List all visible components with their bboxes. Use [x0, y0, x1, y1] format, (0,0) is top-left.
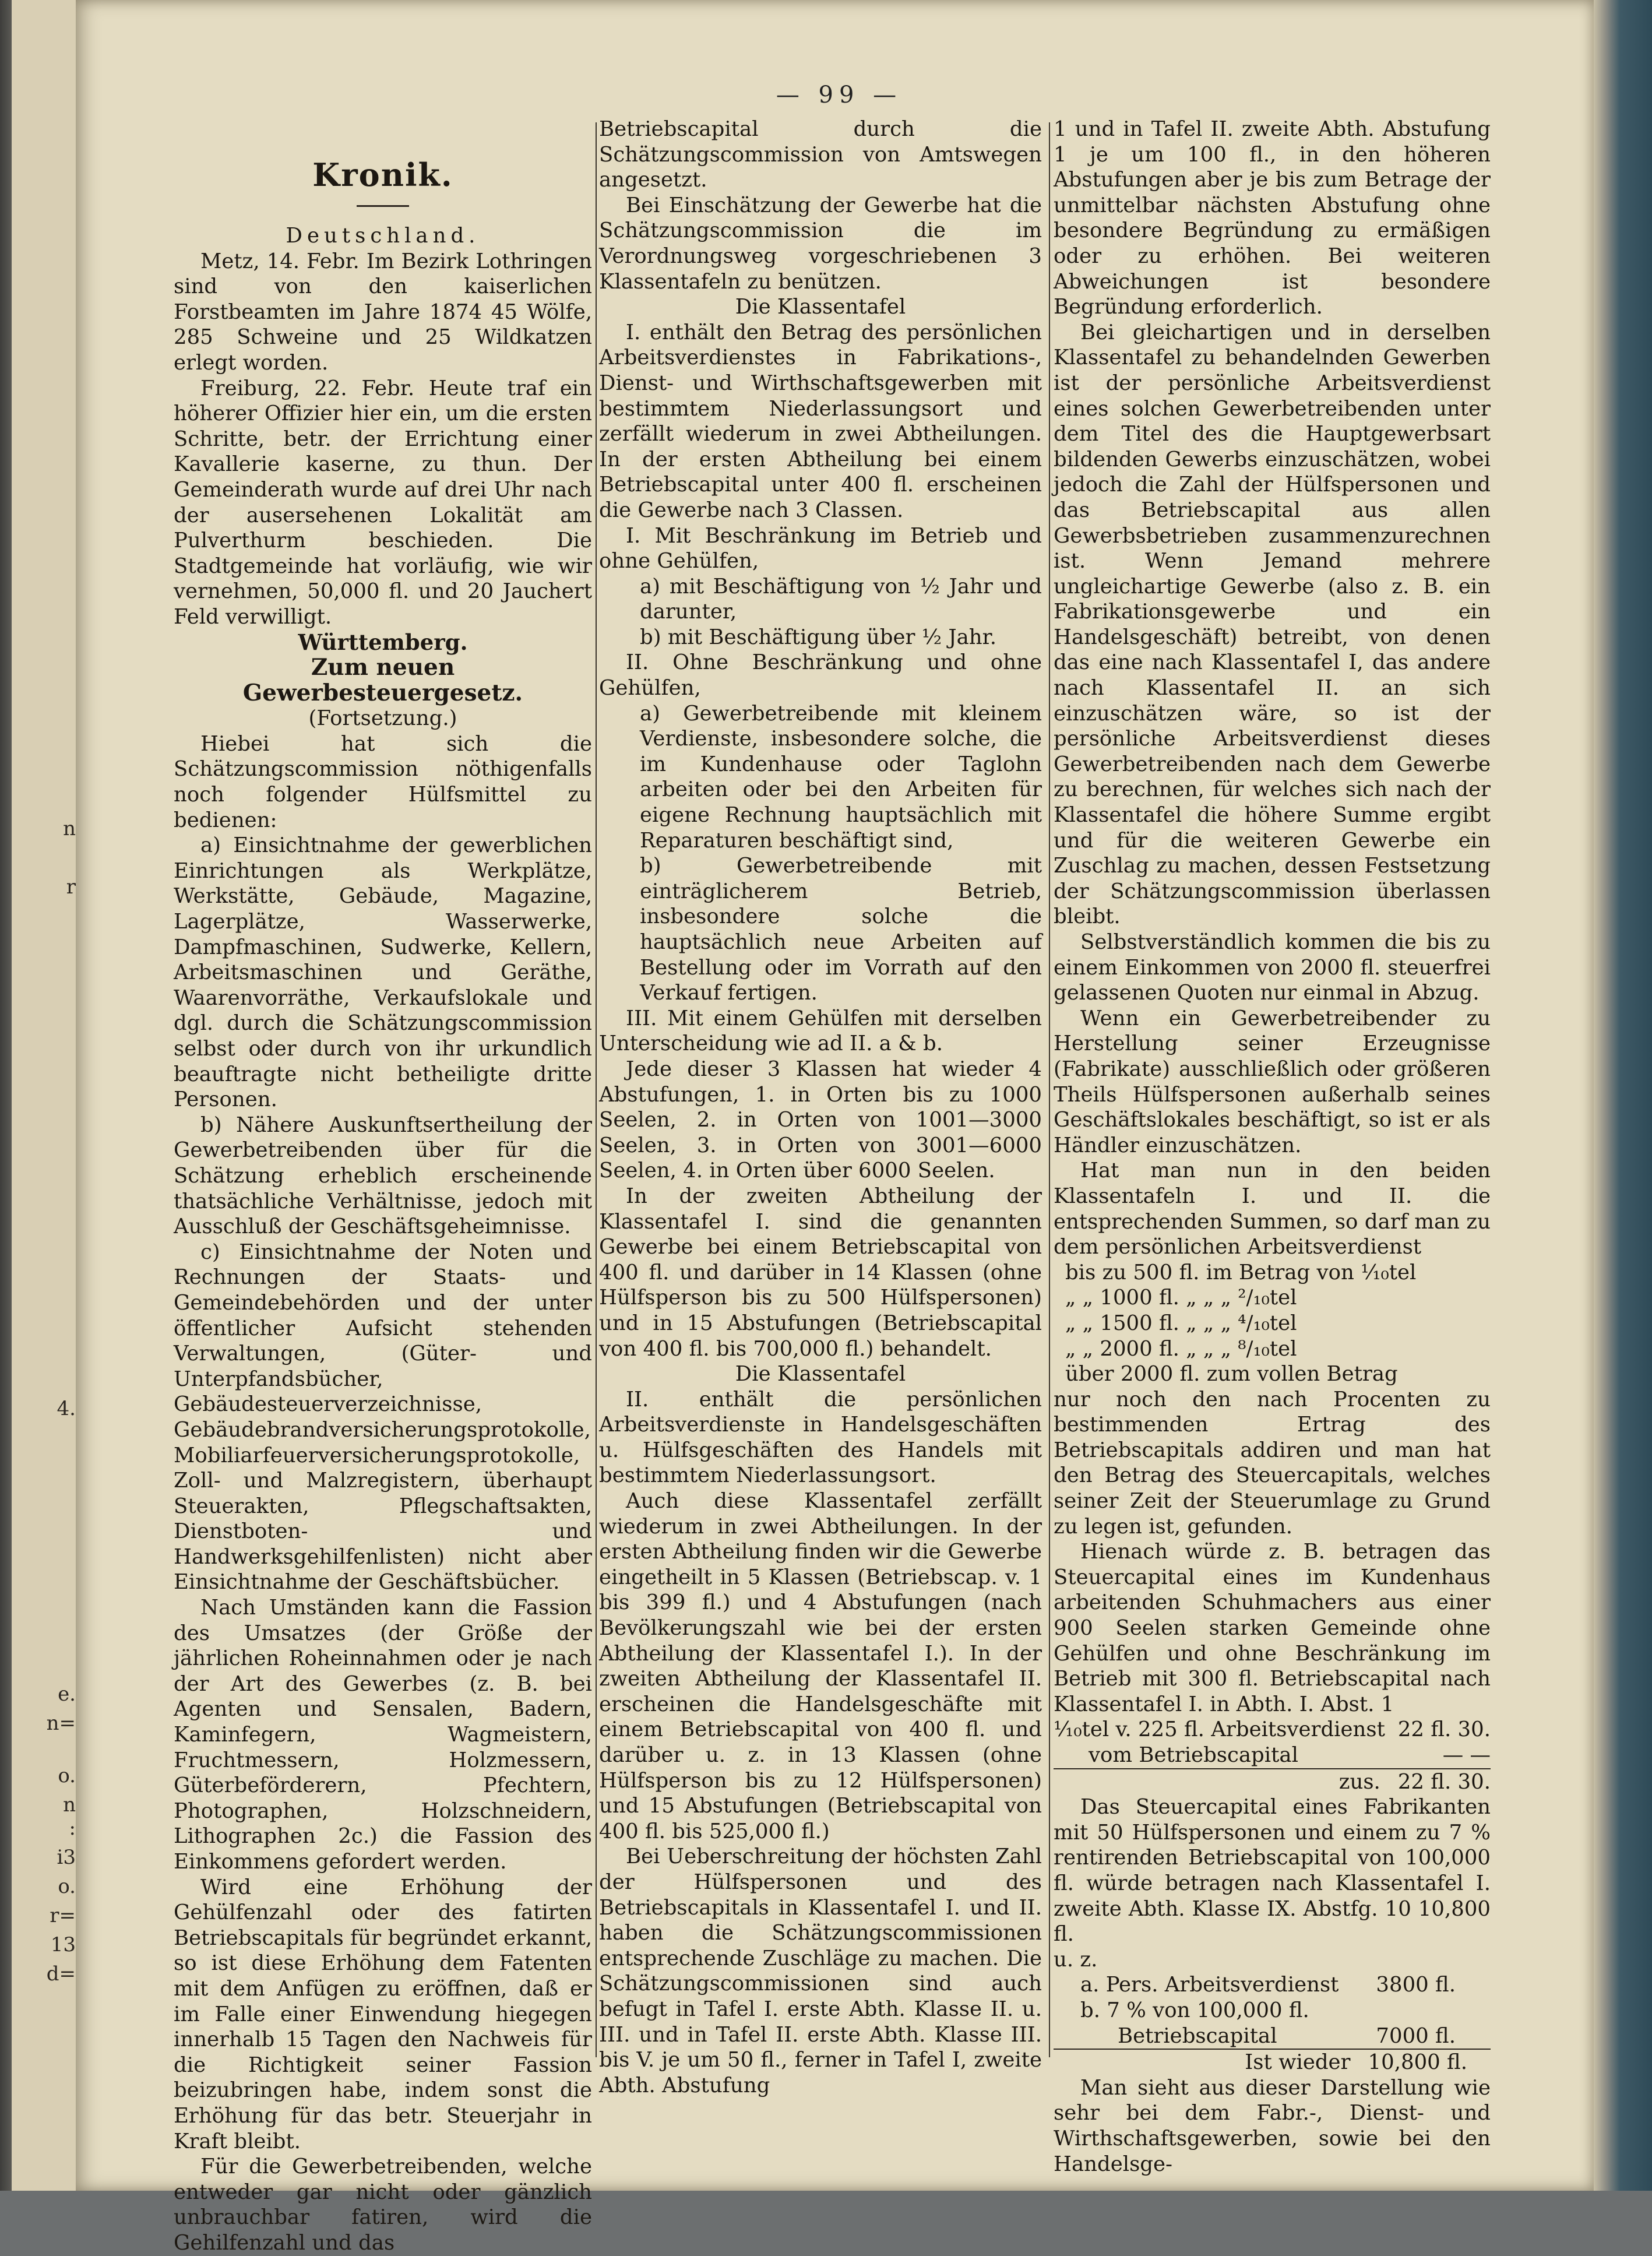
- calc-label: ⅟₁₀tel v. 225 fl. Arbeitsverdienst: [1054, 1717, 1385, 1742]
- paragraph: Wird eine Erhöhung der Gehülfenzahl oder des fatirten Betriebscapitals für begründet erkannt, so ist diese Erhöhung dem Fatenten mit dem Anfügen zu eröffnen, daß er im Falle einer Einwendung hiegegen innerhalb 15 Tagen den Nachweis für die Richtigkeit seiner Fassion beizubringen habe, indem sonst die Erhöhung für das betr. Steuerjahr in Kraft bleibt.: [174, 1875, 592, 2153]
- paragraph: Für die Gewerbetreibenden, welche entweder gar nicht oder gänzlich unbrauchbar fatiren, wird die Gehilfenzahl und das: [174, 2155, 592, 2255]
- rate-table-row: über 2000 fl. zum vollen Betrag: [1065, 1362, 1398, 1386]
- calc-value: 7000 fl.: [1376, 2023, 1456, 2048]
- list-subitem: b) Gewerbetreibende mit einträglicherem Betrieb, insbesondere solche die hauptsächlich neue Arbeiten auf Bestellung oder im Vorrath auf den Verkauf fertigen.: [640, 854, 1042, 1005]
- calc-label: vom Betriebscapital: [1089, 1743, 1298, 1767]
- country-heading: Deutschland.: [286, 224, 480, 248]
- list-item: III. Mit einem Gehülfen mit derselben Unterscheidung wie ad II. a & b.: [599, 1006, 1042, 1056]
- column-1: [174, 117, 592, 2255]
- calc-label: zus.: [1338, 1769, 1380, 1794]
- calc-row: [1054, 1972, 1491, 1998]
- paragraph: Hiebei hat sich die Schätzungscommission nöthigenfalls noch folgender Hülfsmittel zu bedienen:: [174, 731, 592, 832]
- paragraph: Selbstverständlich kommen die bis zu einem Einkommen von 2000 fl. steuerfrei gelassenen Quoten nur einmal in Abzug.: [1054, 930, 1491, 1005]
- prev-page-fragment: :: [69, 1817, 76, 1840]
- paragraph: Bei Einschätzung der Gewerbe hat die Schätzungscommission die im Verordnungsweg vorgeschriebenen 3 Klassentafeln zu benützen.: [599, 193, 1042, 294]
- list-item: b) Nähere Auskunftsertheilung der Gewerbetreibenden über für die Schätzung erheblich erscheinende thatsächliche Verhältnisse, jedoch mit Ausschluß der Geschäftsgeheimnisse.: [174, 1113, 592, 1239]
- prev-page-fragment: o.: [58, 1764, 76, 1787]
- paragraph: u. z.: [1054, 1947, 1098, 1972]
- prev-page-fragment: e.: [58, 1683, 76, 1706]
- list-subitem: a) mit Beschäftigung von ½ Jahr und darunter,: [640, 574, 1042, 624]
- list-item: c) Einsichtnahme der Noten und Rechnungen der Staats- und Gemeindebehörden und der unter öffentlicher Aufsicht stehenden Verwaltungen, (Güter- und Unterpfandsbücher, Gebäudesteuerverzeichnisse, Gebäudebrandversicherungsprotokolle, Mobiliarfeuerversicherungsprotokolle, Zoll- und Malzregistern, überhaupt Steuerakten, Pflegschaftsakten, Dienstboten- und Handwerksgehilfenlisten) nicht aber Einsichtnahme der Geschäftsbücher.: [174, 1240, 592, 1595]
- subheading: Die Klassentafel: [735, 295, 906, 319]
- prev-page-fragment: d=: [46, 1962, 76, 1986]
- list-subitem: a) Gewerbetreibende mit kleinem Verdienste, insbesondere solche, die im Kundenhause oder Taglohn arbeiten oder bei den Arbeiten für eigene Rechnung hauptsächlich mit Reparaturen beschäftigt sind,: [640, 701, 1042, 853]
- paragraph: Nach Umständen kann die Fassion des Umsatzes (der Größe der jährlichen Roheinnahmen oder je nach der Art des Gewerbes (z. B. bei Agenten und Sensalen, Badern, Kaminfegern, Wagmeistern, Fruchtmessern, Holzmessern, Güterbeförderern, Pfechtern, Photographen, Holzschneidern, Lithographen 2c.) die Fassion des Einkommens gefordert werden.: [174, 1596, 592, 1874]
- calc-row: [1054, 1998, 1491, 2023]
- calc-sum-row: [1054, 1769, 1491, 1795]
- calc-value: 22 fl. 30.: [1397, 1769, 1491, 1794]
- article-heading: Zum neuen Gewerbesteuergesetz.: [242, 654, 523, 706]
- column-rule: [1049, 122, 1050, 2057]
- column-3: [1054, 117, 1491, 2176]
- paragraph: Das Steuercapital eines Fabrikanten mit 50 Hülfspersonen und einem zu 7 % rentirenden Betriebscapital von 100,000 fl. würde betragen nach Klassentafel I. zweite Abth. Klasse IX. Abstfg. 10 10,800 fl.: [1054, 1795, 1491, 1947]
- paragraph: Auch diese Klassentafel zerfällt wiederum in zwei Abtheilungen. In der ersten Abtheilung finden wir die Gewerbe eingetheilt in 5 Klassen (Betriebscap. v. 1 bis 399 fl.) und 4 Abstufungen (nach Bevölkerungszahl wie bei der ersten Abtheilung der Klassentafel I.). In der zweiten Abtheilung der Klassentafel II. erscheinen die Handelsgeschäfte mit einem Betriebscapital von 400 fl. und darüber u. z. in 13 Klassen (ohne Hülfsperson bis zu 12 Hülfspersonen) und 15 Abstufungen (Betriebscapital von 400 fl. bis 525,000 fl.): [599, 1489, 1042, 1843]
- paragraph: Bei gleichartigen und in derselben Klassentafel zu behandelnden Gewerben ist der persönliche Arbeitsverdienst eines solchen Gewerbetreibenden unter dem Titel des die Hauptgewerbsart bildenden Gewerbs einzuschätzen, wobei jedoch die Zahl der Hülfspersonen und das Betriebscapital aus allen Gewerbsbetrieben zusammenzurechnen ist. Wenn Jemand mehrere ungleichartige Gewerbe (also z. B. ein Fabrikationsgewerbe und ein Handelsgeschäft) betreibt, von denen das eine nach Klassentafel I, das andere nach Klassentafel II. an sich einzuschätzen wäre, so ist der persönliche Arbeitsverdienst dieses Gewerbetreibenden nach dem Gewerbe zu berechnen, für welches sich nach der Klassentafel die höhere Summe ergibt und für die weiteren Gewerbe ein Zuschlag zu machen, dessen Festsetzung der Schätzungscommission überlassen bleibt.: [1054, 320, 1491, 929]
- continuation-note: (Fortsetzung.): [308, 706, 457, 731]
- calc-label: Ist wieder: [1245, 2050, 1351, 2075]
- paragraph: Jede dieser 3 Klassen hat wieder 4 Abstufungen, 1. in Orten bis zu 1000 Seelen, 2. in Orten von 1001—3000 Seelen, 3. in Orten von 3001—6000 Seelen, 4. in Orten über 6000 Seelen.: [599, 1057, 1042, 1183]
- section-title: Kronik.: [312, 156, 453, 193]
- paragraph: I. enthält den Betrag des persönlichen Arbeitsverdienstes in Fabrikations-, Dienst- und Wirthschaftsgewerben mit bestimmtem Niederlassungsort und zerfällt wiederum in zwei Abtheilungen. In der ersten Abtheilung bei einem Betriebscapital unter 400 fl. erscheinen die Gewerbe nach 3 Classen.: [599, 320, 1042, 522]
- calc-row: [1054, 2023, 1491, 2050]
- calc-sum-row: [1054, 2050, 1491, 2075]
- calc-value: 10,800 fl.: [1368, 2050, 1467, 2075]
- column-2: [599, 117, 1042, 2156]
- list-item: I. Mit Beschränkung im Betrieb und ohne Gehülfen,: [599, 523, 1042, 573]
- rate-table-row: „ „ 2000 fl. „ „ „ ⁸/₁₀tel: [1065, 1336, 1297, 1361]
- paragraph: Hat man nun in den beiden Klassentafeln I. und II. die entsprechenden Summen, so darf man zu dem persönlichen Arbeitsverdienst: [1054, 1159, 1491, 1259]
- calc-value: — —: [1442, 1743, 1491, 1767]
- calc-label: a. Pers. Arbeitsverdienst: [1080, 1973, 1339, 1997]
- calc-row: [1054, 1743, 1491, 1769]
- paragraph: 1 und in Tafel II. zweite Abth. Abstufung 1 je um 100 fl., in den höheren Abstufungen aber je bis zum Betrage der unmittelbar nächsten Abstufung ohne besondere Begründung zu ermäßigen oder zu erhöhen. Bei weiteren Abweichungen ist besondere Begründung erforderlich.: [1054, 117, 1491, 319]
- paragraph: II. enthält die persönlichen Arbeitsverdienste in Handelsgeschäften u. Hülfsgeschäften des Handels mit bestimmtem Niederlassungsort.: [599, 1387, 1042, 1488]
- list-item: a) Einsichtnahme der gewerblichen Einrichtungen als Werkplätze, Werkstätte, Gebäude, Magazine, Lagerplätze, Wasserwerke, Dampfmaschinen, Sudwerke, Kellern, Arbeitsmaschinen und Geräthe, Waarenvorräthe, Verkaufslokale und dgl. durch die Schätzungscommission selbst oder durch von ihr urkundlich beauftragte nicht betheiligte dritte Personen.: [174, 833, 592, 1112]
- paragraph: Man sieht aus dieser Darstellung wie sehr bei dem Fabr.-, Dienst- und Wirthschaftsgewerben, sowie bei den Handelsge-: [1054, 2075, 1491, 2176]
- calc-label: Betriebscapital: [1118, 2023, 1277, 2048]
- rate-table-row: bis zu 500 fl. im Betrag von ⅟₁₀tel: [1065, 1260, 1417, 1284]
- paragraph: In der zweiten Abtheilung der Klassentafel I. sind die genannten Gewerbe bei einem Betriebscapital von 400 fl. und darüber in 14 Klassen (ohne Hülfsperson bis zu 500 Hülfspersonen) und in 15 Abstufungen (Betriebscapital von 400 fl. bis 700,000 fl.) behandelt.: [599, 1184, 1042, 1361]
- prev-page-fragment: r=: [50, 1904, 76, 1927]
- rate-table-row: „ „ 1000 fl. „ „ „ ²/₁₀tel: [1065, 1286, 1297, 1310]
- prev-page-fragment: o.: [58, 1875, 76, 1898]
- page-number: — 99 —: [776, 82, 903, 108]
- previous-page-strip: [12, 0, 79, 2191]
- paragraph: Betriebscapital durch die Schätzungscommission von Amtswegen angesetzt.: [599, 117, 1042, 192]
- calc-value: 22 fl. 30.: [1397, 1717, 1491, 1742]
- subheading: Die Klassentafel: [735, 1362, 906, 1386]
- rate-table-row: „ „ 1500 fl. „ „ „ ⁴/₁₀tel: [1065, 1311, 1297, 1335]
- paragraph: Hienach würde z. B. betragen das Steuercapital eines im Kundenhaus arbeitenden Schuhmachers aus einer 900 Seelen starken Gemeinde ohne Gehülfen und ohne Beschränkung im Betrieb mit 300 fl. Betriebscapital nach Klassentafel I. in Abth. I. Abst. 1: [1054, 1540, 1491, 1716]
- region-heading: Württemberg.: [298, 629, 468, 655]
- prev-page-fragment: 4.: [57, 1397, 76, 1420]
- prev-page-fragment: n: [63, 1793, 76, 1817]
- prev-page-fragment: 13: [50, 1933, 76, 1956]
- paragraph: Bei Ueberschreitung der höchsten Zahl der Hülfspersonen und des Betriebscapitals in Klassentafel I. und II. haben die Schätzungscommissionen entsprechende Zuschläge zu machen. Die Schätzungscommissionen sind auch befugt in Tafel I. erste Abth. Klasse II. u. III. und in Tafel II. erste Abth. Klasse III. bis V. je um 50 fl., ferner in Tafel I, zweite Abth. Abstufung: [599, 1845, 1042, 2097]
- book-edge-right: [1594, 0, 1652, 2191]
- calc-row: [1054, 1717, 1491, 1743]
- prev-page-fragment: n=: [46, 1712, 76, 1735]
- list-item: II. Ohne Beschränkung und ohne Gehülfen,: [599, 650, 1042, 701]
- calc-label: b. 7 % von 100,000 fl.: [1080, 1998, 1309, 2022]
- prev-page-fragment: r: [66, 875, 76, 899]
- prev-page-fragment: i3: [57, 1846, 76, 1869]
- column-rule: [596, 122, 597, 2057]
- title-divider: [357, 205, 409, 207]
- news-item-freiburg: Freiburg, 22. Febr. Heute traf ein höherer Offizier hier ein, um die ersten Schritte, betr. der Errichtung einer Kavallerie kaserne, zu thun. Der Gemeinderath wurde auf drei Uhr nach der ausersehenen Lokalität am Pulverthurm beschieden. Die Stadtgemeinde hat vorläufig, wie wir vernehmen, 50,000 fl. und 20 Jauchert Feld verwilligt.: [174, 376, 592, 629]
- list-subitem: b) mit Beschäftigung über ½ Jahr.: [640, 625, 997, 649]
- prev-page-fragment: n: [63, 817, 76, 840]
- news-item-metz: Metz, 14. Febr. Im Bezirk Lothringen sind von den kaiserlichen Forstbeamten im Jahre 1874 45 Wölfe, 285 Schweine und 25 Wildkatzen erlegt worden.: [174, 249, 592, 375]
- paragraph: Wenn ein Gewerbetreibender zu Herstellung seiner Erzeugnisse (Fabrikate) ausschließlich oder größeren Theils Hülfspersonen außerhalb seines Geschäftslokales beschäftigt, so ist er als Händler einzuschätzen.: [1054, 1006, 1491, 1157]
- calc-value: 3800 fl.: [1376, 1973, 1456, 1997]
- paragraph: nur noch den nach Procenten zu bestimmenden Ertrag des Betriebscapitals addiren und man hat den Betrag des Steuercapitals, welches seiner Zeit der Steuerumlage zu Grund zu legen ist, gefunden.: [1054, 1387, 1491, 1539]
